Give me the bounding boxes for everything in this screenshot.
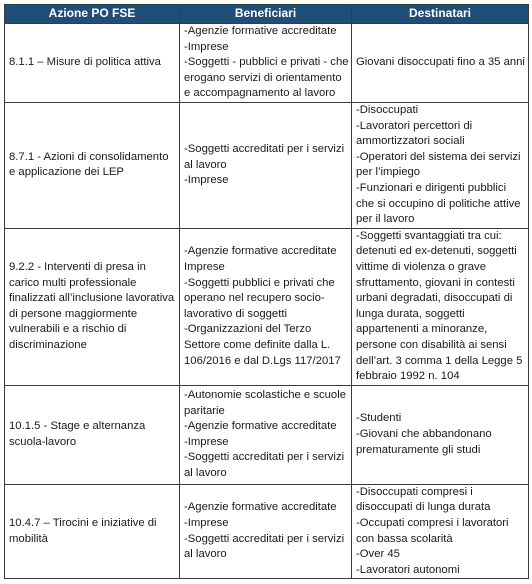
header-azione: Azione PO FSE [5,5,180,24]
header-beneficiari: Beneficiari [180,5,352,24]
beneficiario-item: -Agenzie formative accreditate Imprese [184,245,337,273]
cell-azione: 8.7.1 - Azioni di consolidamento e applicazione dei LEP [5,103,180,229]
po-fse-table [4,4,529,579]
cell-azione: 9.2.2 - Interventi di presa in carico multi professionale finalizzati all’inclusione lavorativa di persone maggiormente vulnerabili e a rischio di discriminazione [5,228,180,385]
table-row [5,484,529,579]
destinatario-item: -Over 45 [356,548,400,561]
cell-beneficiari [180,24,352,103]
table-header-row [5,5,529,24]
cell-destinatari [352,228,529,385]
destinatario-item: -Funzionari e dirigenti pubblici che si occupino di politiche attive per il lavoro [356,181,521,226]
beneficiario-item: -Agenzie formative accreditate [184,25,337,38]
destinatario-item: -Disoccupati compresi i disoccupati di lunga durata [356,485,491,514]
document-table-wrapper [4,4,529,579]
beneficiario-item: -Agenzie formative accreditate [184,501,337,514]
table-row [5,228,529,385]
destinatario-item: -Lavoratori autonomi [356,563,460,576]
destinatario-item: Giovani disoccupati fino a 35 anni [356,56,525,69]
beneficiario-item: -Organizzazioni del Terzo Settore come definite dalla L. 106/2016 e dal D.Lgs 117/2017 [184,323,341,367]
destinatario-item: -Studenti [356,412,402,425]
beneficiario-item: -Agenzie formative accreditate [184,420,337,433]
cell-beneficiari [180,484,352,579]
header-destinatari: Destinatari [352,5,529,24]
cell-destinatari [352,484,529,579]
cell-destinatari [352,24,529,103]
destinatario-item: -Soggetti svantaggiati tra cui: detenuti ed ex-detenuti, soggetti vittime di violenza o grave sfruttamento, giovani in contesti urbani degradati, disoccupati di lunga durata, soggetti appartenenti a minoranze, persone con disabilità ai sensi dell’art. 3 comma 1 della Legge 5 febbraio 1992 n. 104 [356,229,523,383]
destinatario-item: -Lavoratori percettori di ammortizzatori sociali [356,119,473,148]
beneficiario-item: -Soggetti - pubblici e privati - che erogano servizi di orientamento e accompagnamento al lavoro [184,56,349,100]
cell-beneficiari [180,103,352,229]
beneficiario-item: -Soggetti pubblici e privati che operano nel recupero socio-lavorativo di soggetti [184,276,335,320]
destinatario-item: -Occupati compresi i lavoratori con bassa scolarità [356,516,509,545]
destinatario-item: -Operatori del sistema dei servizi per l’impiego [356,150,521,179]
beneficiario-item: -Autonomie scolastiche e scuole paritarie [184,388,347,417]
beneficiario-item: -Imprese [184,40,229,53]
beneficiario-item: -Imprese [184,435,229,448]
cell-destinatari [352,103,529,229]
cell-beneficiari [180,228,352,385]
destinatario-item: -Giovani che abbandonano prematuramente gli studi [356,427,492,456]
table-row [5,103,529,229]
cell-beneficiari [180,385,352,484]
beneficiario-item: -Imprese [184,516,229,529]
cell-destinatari [352,385,529,484]
cell-azione: 10.1.5 - Stage e alternanza scuola-lavoro [5,385,180,484]
table-row [5,24,529,103]
beneficiario-item: -Soggetti accreditati per i servizi al lavoro [184,532,345,561]
beneficiario-item: -Soggetti accreditati per i servizi al lavoro [184,142,345,171]
cell-azione: 10.4.7 – Tirocini e iniziative di mobilità [5,484,180,579]
table-row [5,385,529,484]
beneficiario-item: -Soggetti accreditati per i servizi al lavoro [184,451,345,479]
cell-azione: 8.1.1 – Misure di politica attiva [5,24,180,103]
destinatario-item: -Disoccupati [356,104,419,116]
beneficiario-item: -Imprese [184,174,229,187]
